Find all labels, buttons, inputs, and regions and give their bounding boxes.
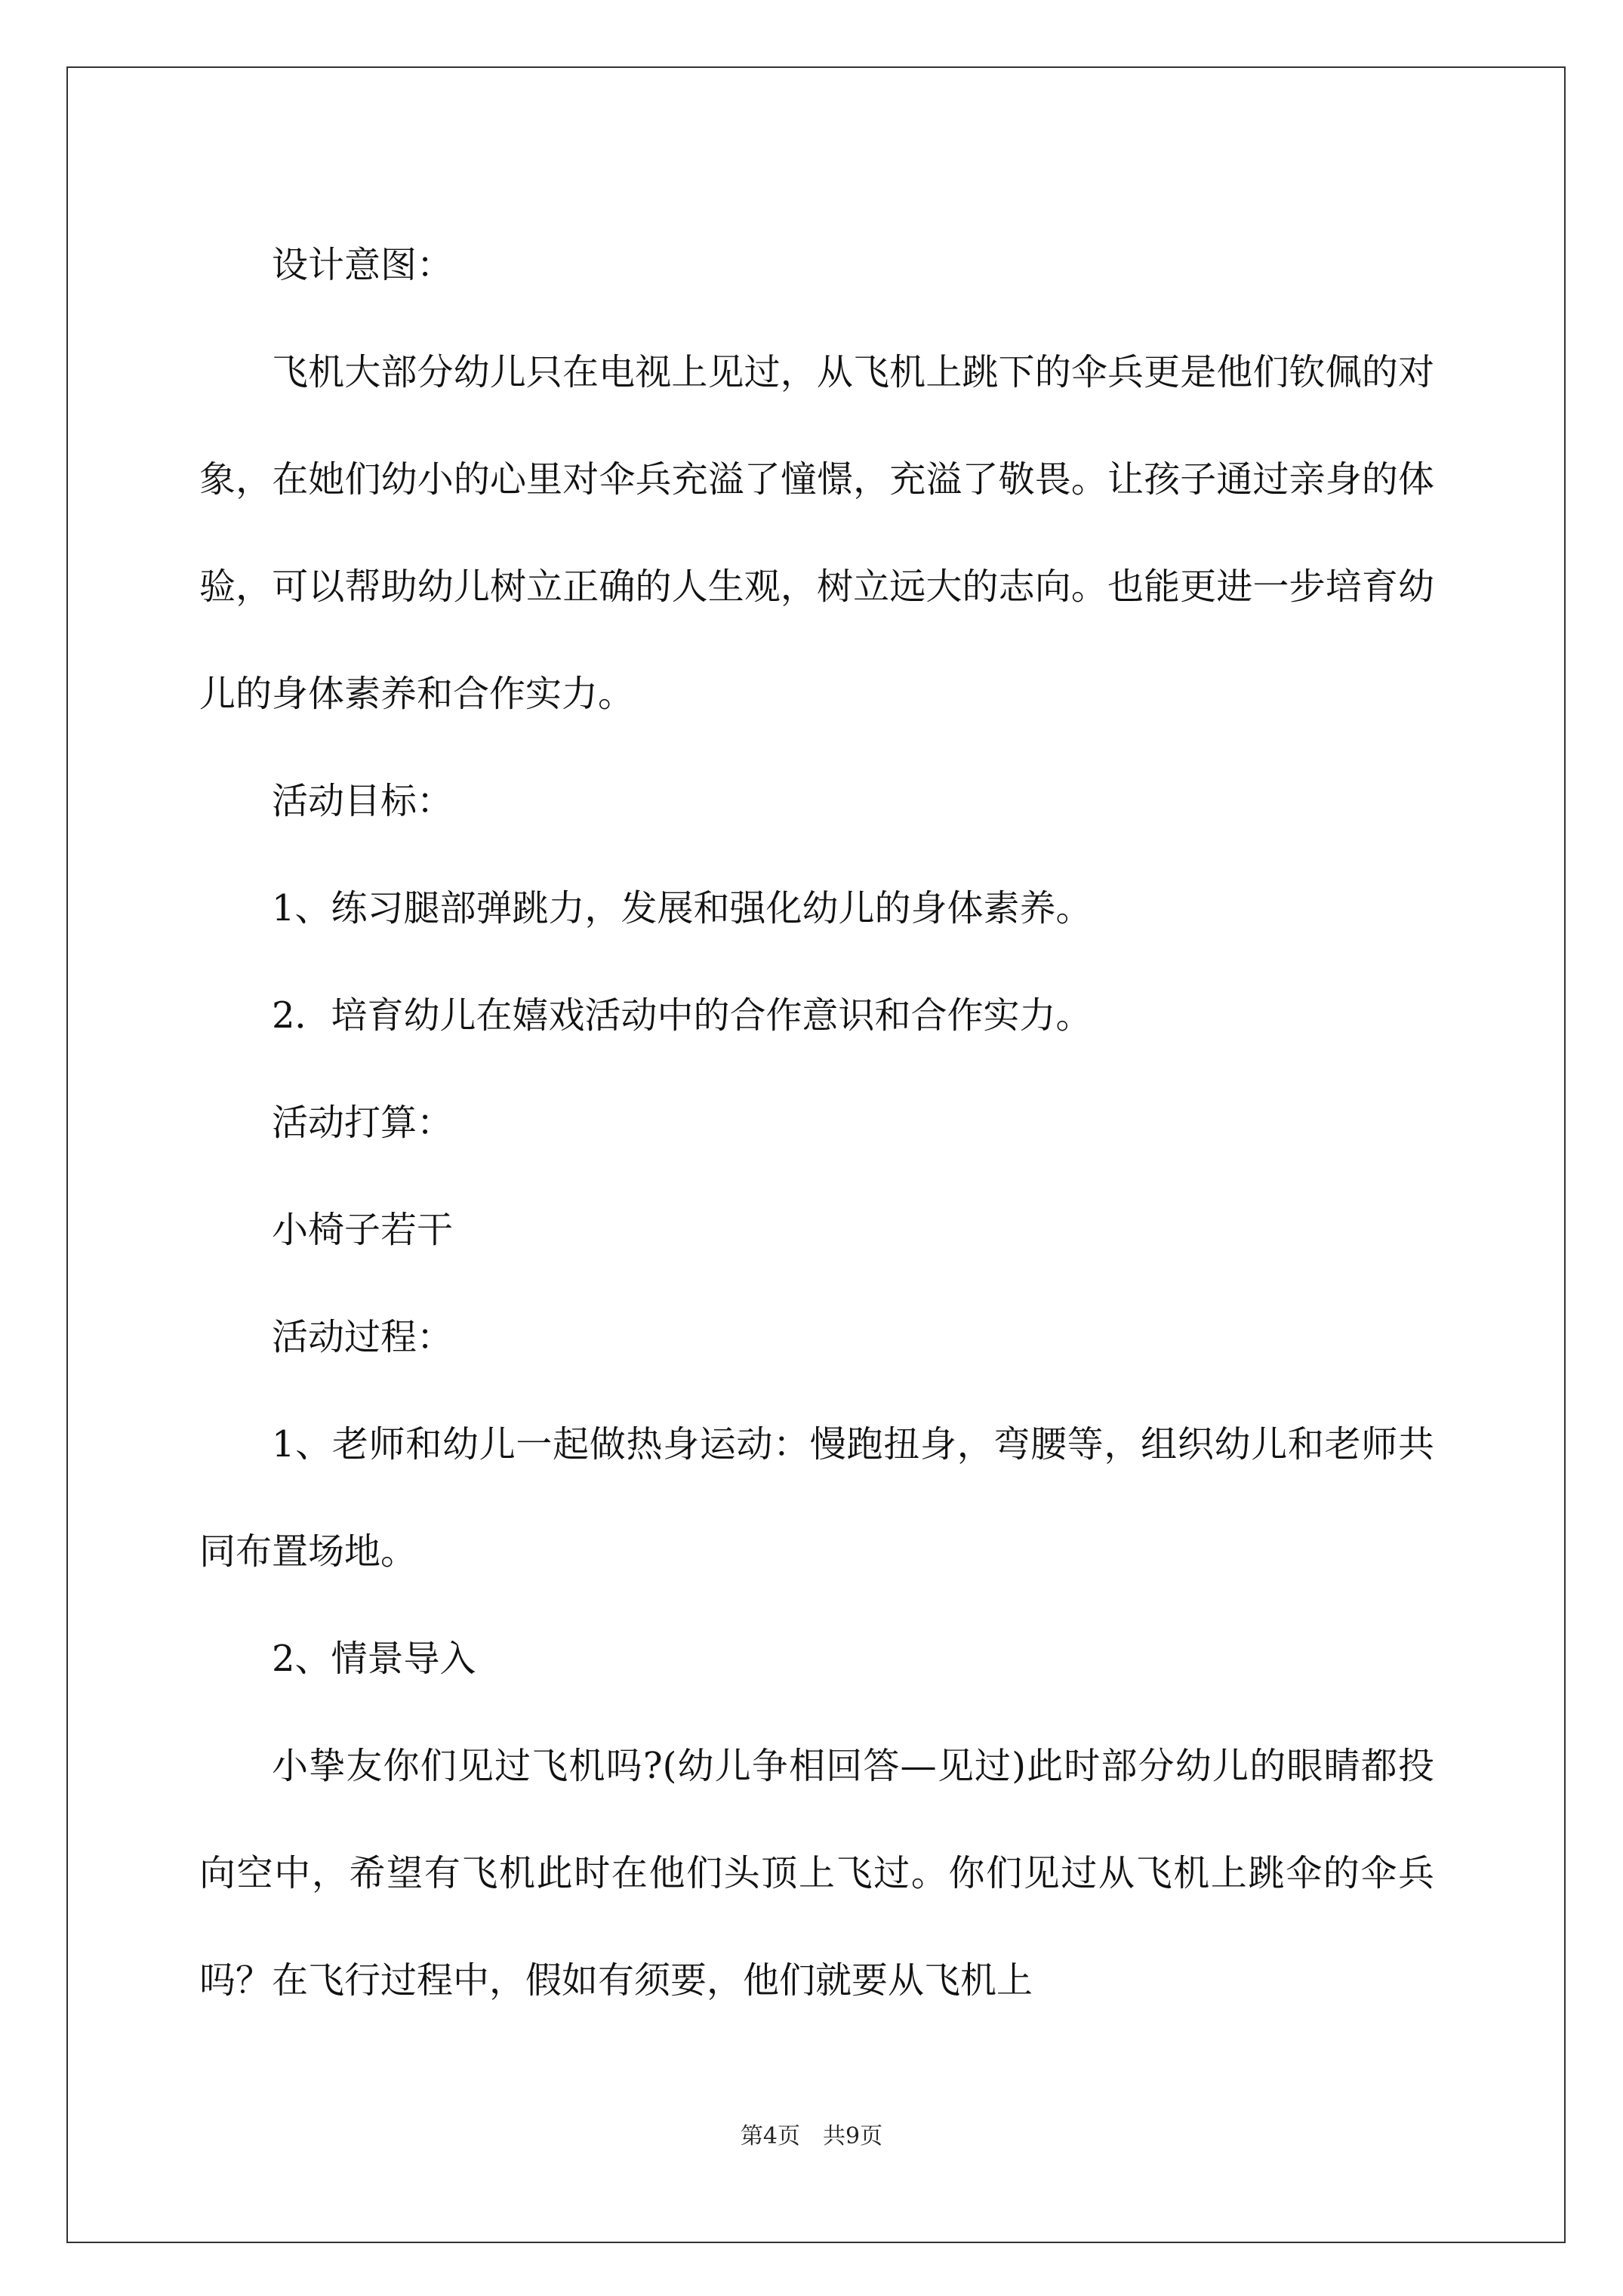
document-body (199, 211, 1434, 2034)
paragraph-design-intent: 飞机大部分幼儿只在电视上见过，从飞机上跳下的伞兵更是他们钦佩的对象，在她们幼小的心里对伞兵充溢了憧憬，充溢了敬畏。让孩子通过亲身的体验，可以帮助幼儿树立正确的人生观，树立远大的志向。也能更进一步培育幼儿的身体素养和合作实力。 (199, 351, 1434, 715)
goal-item-1: 1、练习腿部弹跳力，发展和强化幼儿的身体素养。 (272, 887, 1092, 929)
process-step-2: 2、情景导入 (272, 1638, 476, 1680)
process-step-1: 1、老师和幼儿一起做热身运动：慢跑扭身，弯腰等，组织幼儿和老师共同布置场地。 (199, 1423, 1434, 1573)
heading-activity-process: 活动过程： (272, 1316, 454, 1358)
preparation-item: 小椅子若干 (272, 1209, 454, 1251)
goal-item-2: 2．培育幼儿在嬉戏活动中的合作意识和合作实力。 (272, 994, 1092, 1037)
heading-activity-preparation: 活动打算： (272, 1102, 454, 1144)
heading-activity-goals: 活动目标： (272, 780, 454, 822)
heading-design-intent: 设计意图： (272, 244, 454, 286)
process-step-2-text: 小挚友你们见过飞机吗?(幼儿争相回答—见过)此时部分幼儿的眼睛都投向空中，希望有飞机此时在他们头顶上飞过。你们见过从飞机上跳伞的伞兵吗？在飞行过程中，假如有须要，他们就要从飞机上 (199, 1745, 1434, 2002)
page-number-footer: 第4页 共9页 (740, 2123, 883, 2150)
